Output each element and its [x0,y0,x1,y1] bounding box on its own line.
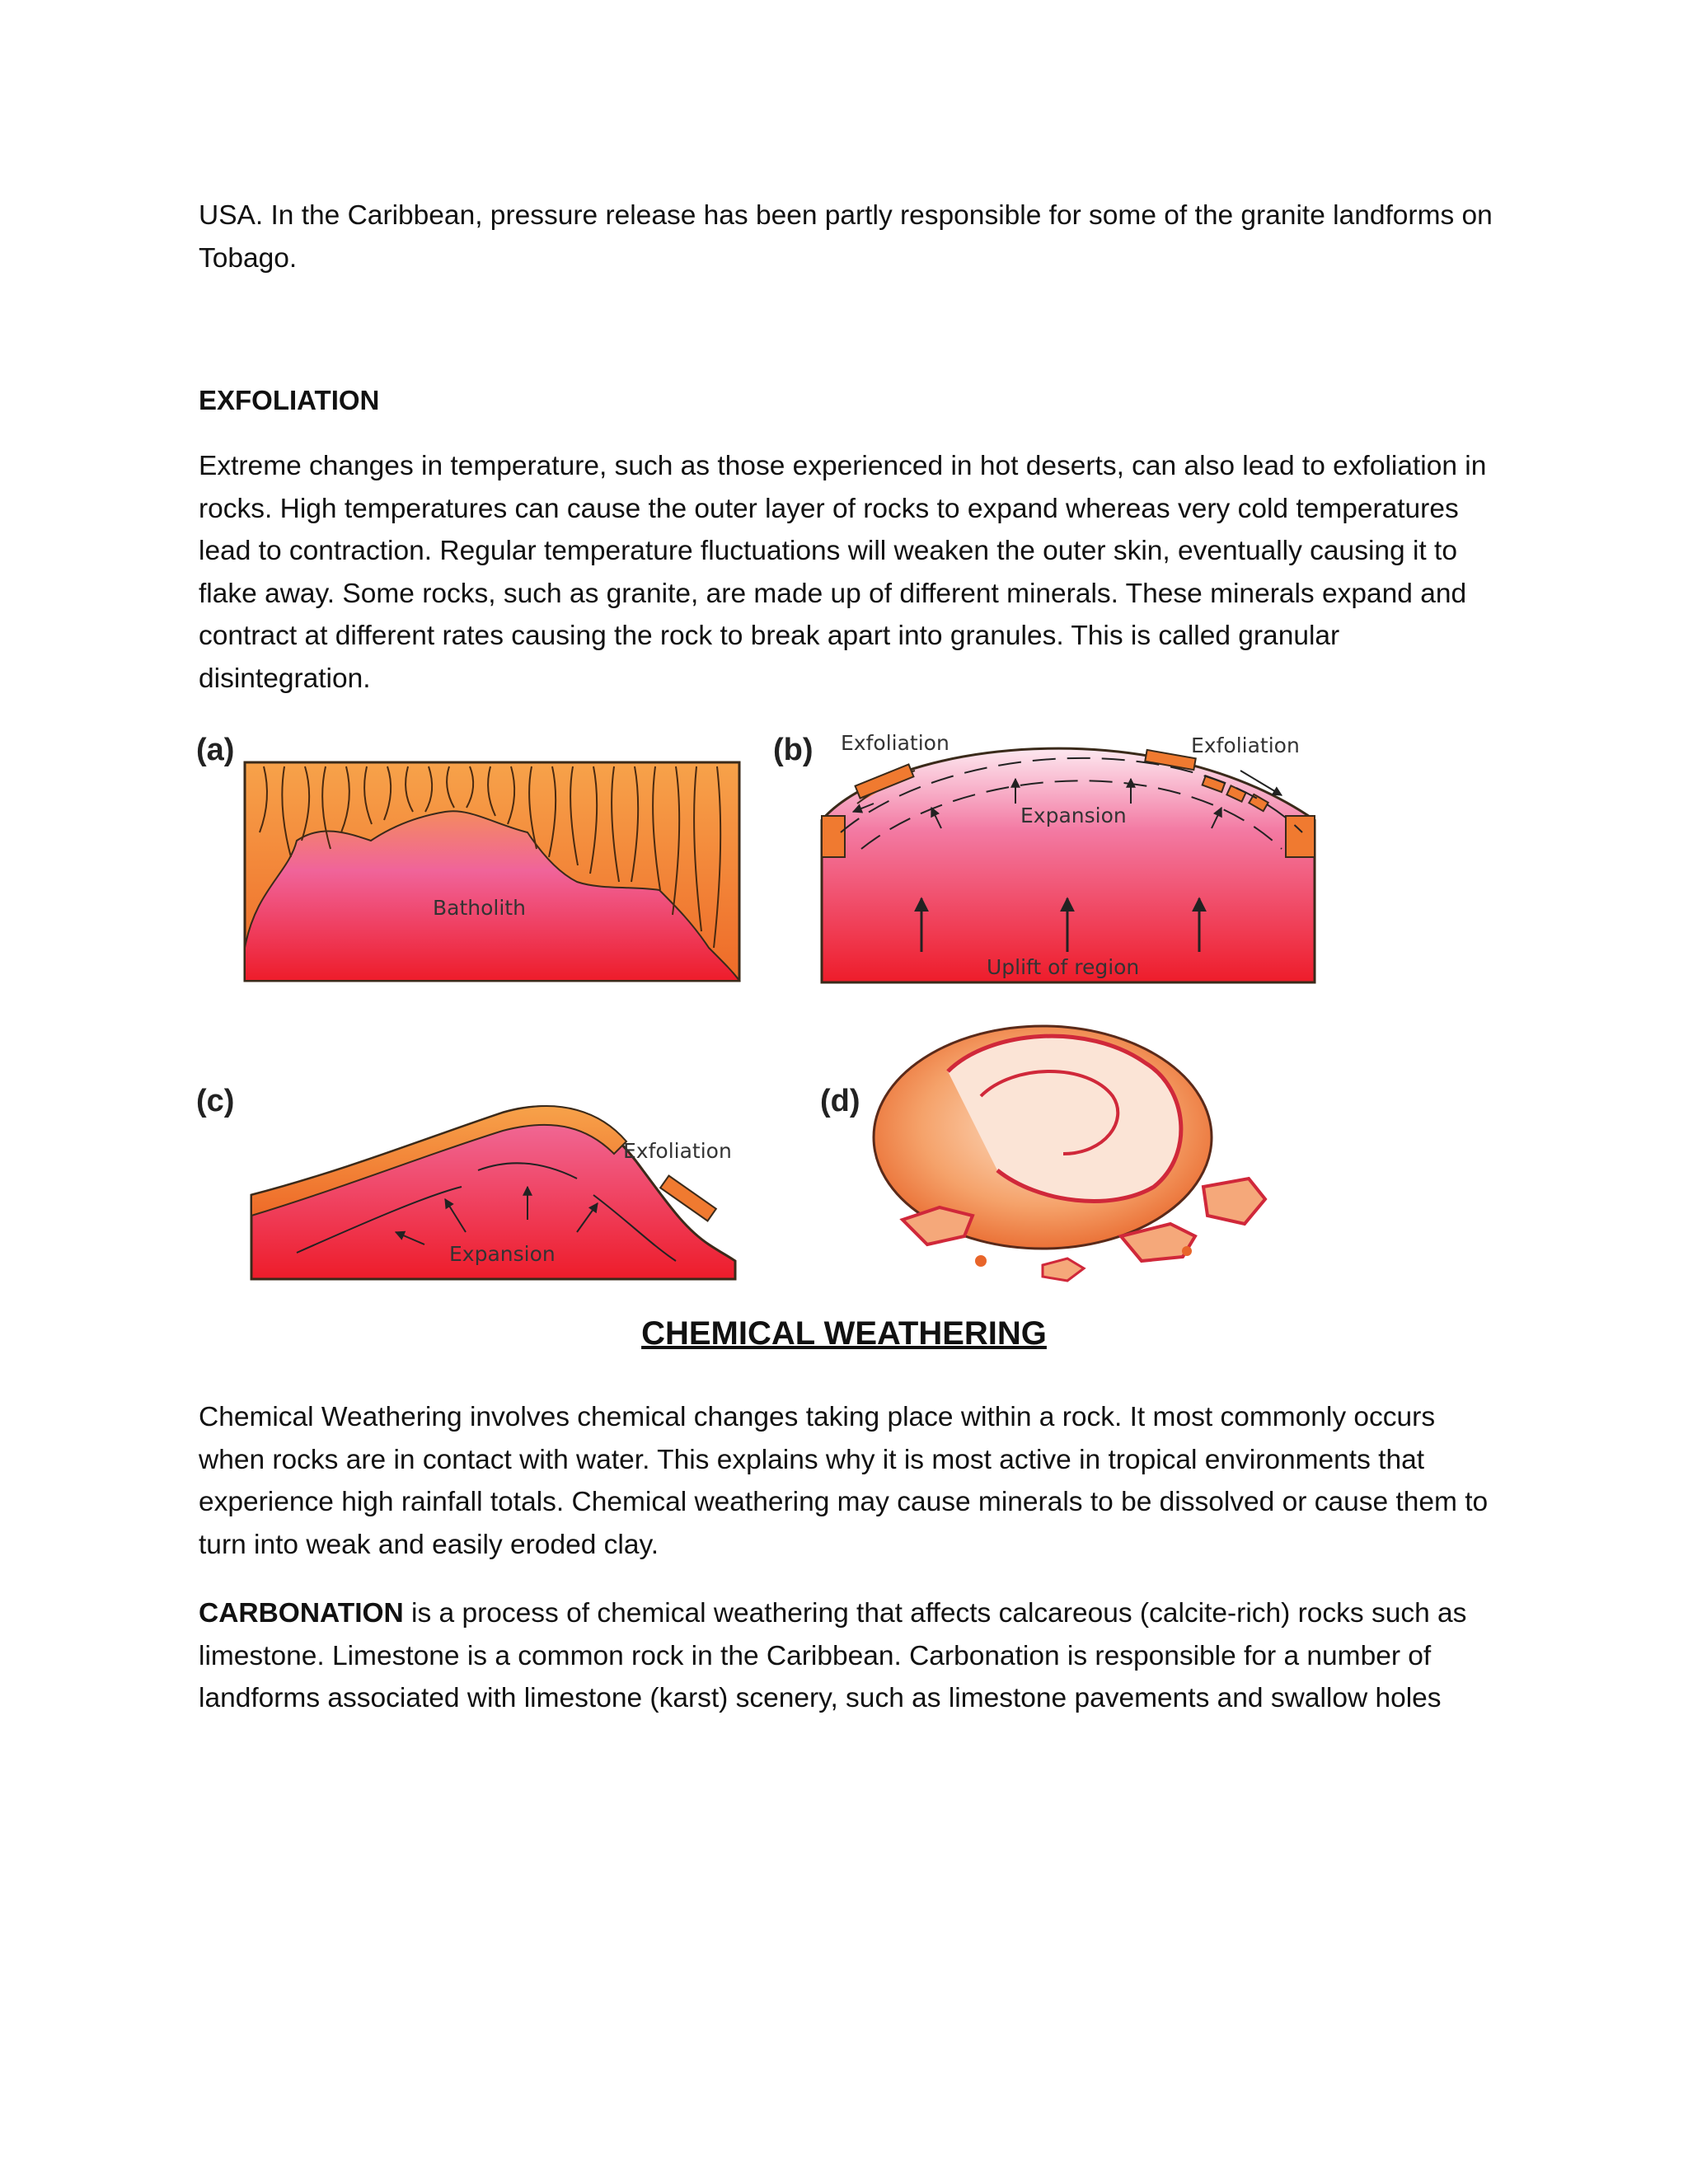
jointed-rock-left [822,816,845,857]
rock-fragment-4 [1043,1258,1084,1281]
exfoliation-heading: EXFOLIATION [199,385,380,415]
rock-fragment-3 [1203,1179,1265,1224]
uplift-label: Uplift of region [987,955,1140,979]
chemical-text: Chemical Weathering involves chemical changes taking place within a rock. It most commonly occurs when rocks are in contact with water. This explains why it is most active in tropical environments that experience high rainfall totals. Chemical weathering may cause minerals to be dissolved or cause them to turn into weak and easily eroded clay. [199,1402,1489,1560]
rock-fragment-1 [903,1207,973,1244]
expansion-label: Expansion [1020,804,1127,827]
batholith-label: Batholith [433,896,526,920]
panel-d-label: (d) [820,1084,860,1118]
rock-grain-1 [975,1255,987,1267]
carbonation-term: CARBONATION [199,1598,404,1629]
carbonation-text: is a process of chemical weathering that affects calcareous (calcite-rich) rocks such as limestone. Limestone is a common rock in the Caribbean. Carbonation is responsible for a number of landforms associated with limestone (karst) scenery, such as limestone pavements and swallow holes [199,1598,1467,1713]
chemical-paragraph [199,1396,1501,1566]
panel-c [196,1084,735,1279]
exfoliation-label-right: Exfoliation [1191,733,1300,757]
panel-d [820,1026,1265,1281]
carbonation-paragraph [199,1592,1501,1720]
exfoliation-text: Extreme changes in temperature, such as those experienced in hot deserts, can also lead to exfoliation in rocks. High temperatures can cause the outer layer of rocks to expand whereas very cold temperatures lead to contraction. Regular temperature fluctuations will weaken the outer skin, eventually causing it to flake away. Some rocks, such as granite, are made up of different minerals. These minerals expand and contract at different rates causing the rock to break apart into granules. This is called granular disintegration. [199,451,1487,694]
rock-grain-2 [1182,1246,1192,1256]
chemical-weathering-heading: CHEMICAL WEATHERING [641,1315,1047,1352]
panel-a [196,733,739,981]
panel-c-label: (c) [196,1084,235,1118]
intro-text: USA. In the Caribbean, pressure release has been partly responsible for some of the granite landforms on Tobago. [199,200,1493,274]
expansion-label-c: Expansion [449,1242,556,1266]
panel-a-label: (a) [196,733,235,767]
jointed-rock-right [1286,816,1315,857]
panel-b-label: (b) [773,733,814,767]
exfoliation-label-left: Exfoliation [841,731,950,755]
panel-b [773,731,1315,982]
exfoliation-label-c: Exfoliation [623,1139,732,1163]
